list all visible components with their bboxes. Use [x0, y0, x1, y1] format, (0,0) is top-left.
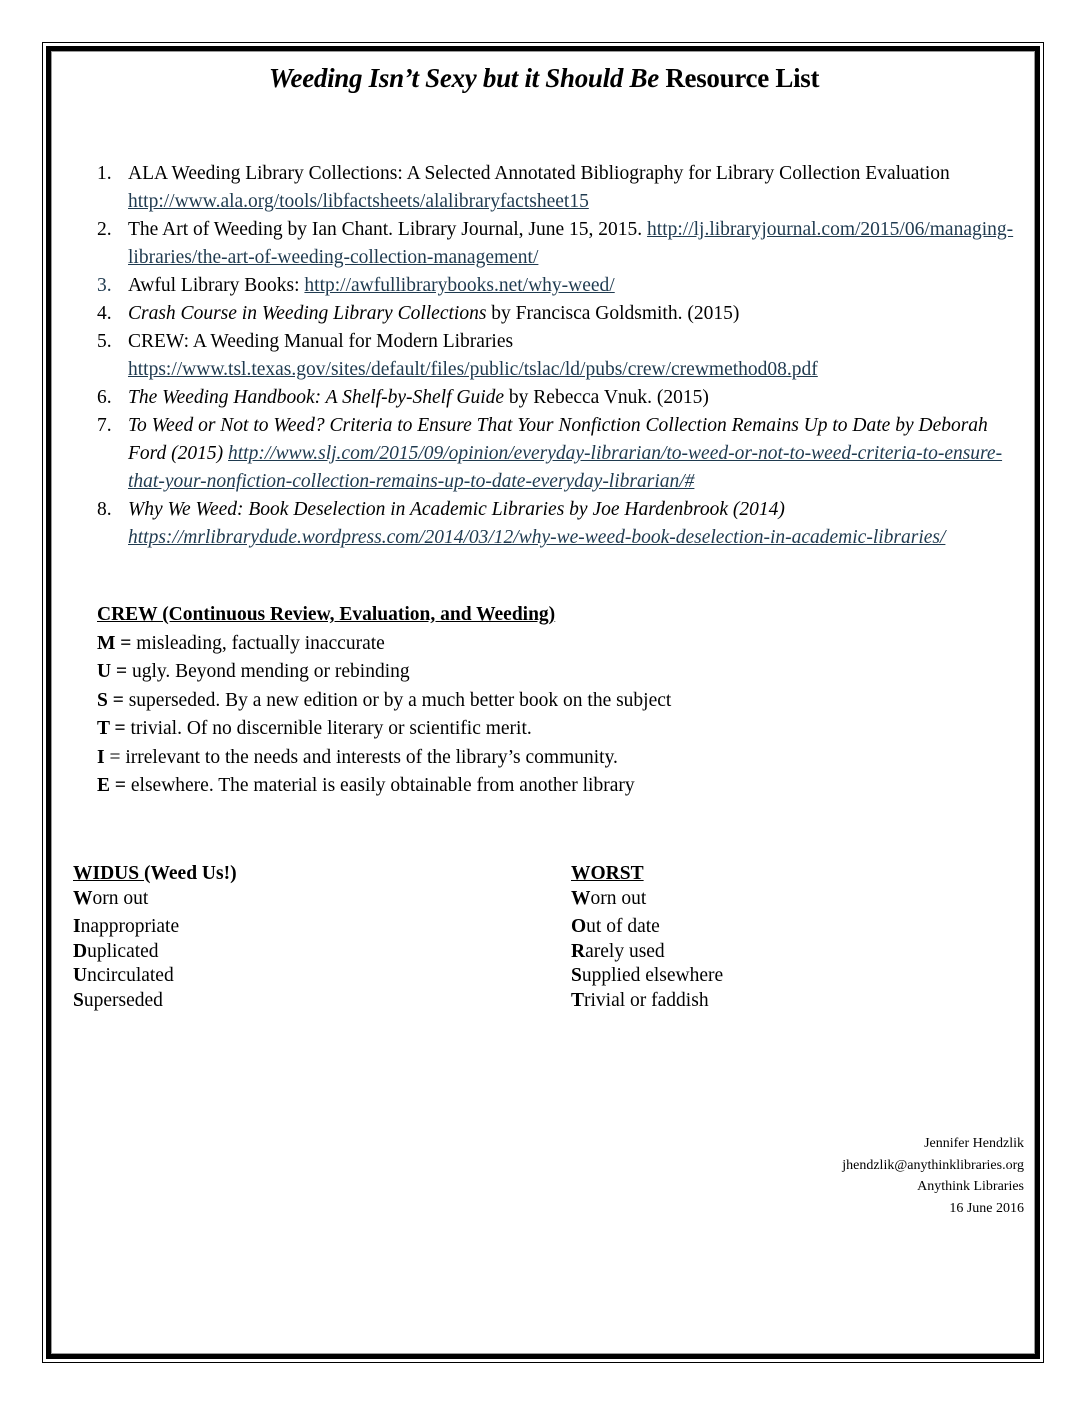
resource-title: Why We Weed: Book Deselection in Academic Libraries by Joe Hardenbrook (2014): [128, 499, 785, 520]
resource-title: To Weed or Not to Weed? Criteria to Ensure That Your Nonfiction Collection Remains Up to Date by Deborah Ford (2015): [128, 415, 988, 464]
worst-initial: O: [571, 916, 587, 937]
item-number: 7.: [97, 415, 112, 436]
widus-rest: ncirculated: [87, 965, 174, 986]
worst-rest: upplied elsewhere: [581, 965, 724, 986]
widus-initial: U: [73, 965, 88, 986]
worst-item: [571, 887, 723, 912]
widus-section: [73, 862, 237, 1013]
resource-item-1: [97, 160, 1037, 216]
crew-row-i: [97, 744, 797, 773]
resource-link-mrlibrarydude[interactable]: https://mrlibrarydude.wordpress.com/2014/03/12/why-we-weed-book-deselection-in-academic-libraries/: [128, 527, 946, 548]
item-number: 1.: [97, 163, 112, 184]
crew-row-t: [97, 715, 797, 744]
worst-initial: T: [571, 989, 585, 1011]
worst-rest: orn out: [590, 887, 647, 909]
resource-list: [97, 160, 1037, 552]
item-number: 2.: [97, 219, 112, 240]
resource-author: by Francisca Goldsmith. (2015): [486, 303, 740, 324]
resource-item-7: [97, 412, 1037, 496]
resource-link-awful-library-books[interactable]: http://awfullibrarybooks.net/why-weed/: [304, 275, 615, 296]
resource-link-ala[interactable]: http://www.ala.org/tools/libfactsheets/alalibraryfactsheet15: [128, 191, 589, 212]
resource-item-6: [97, 384, 1037, 412]
resource-title: Crash Course in Weeding Library Collections: [128, 303, 487, 324]
crew-row-u: [97, 658, 797, 687]
crew-heading: CREW (Continuous Review, Evaluation, and Weeding): [97, 604, 556, 625]
resource-item-4: [97, 300, 1037, 328]
crew-letter: S =: [97, 689, 124, 711]
worst-item: [571, 964, 723, 989]
widus-heading-expansion: (Weed Us!): [143, 863, 237, 884]
crew-definition: = irrelevant to the needs and interests of the library’s community.: [104, 746, 618, 768]
worst-rest: rivial or faddish: [584, 989, 709, 1011]
widus-heading: [73, 862, 237, 887]
widus-initial: W: [73, 887, 93, 909]
title-plain-part: Resource List: [658, 63, 820, 93]
resource-item-3: [97, 272, 1037, 300]
worst-initial: S: [571, 965, 582, 986]
widus-rest: uperseded: [83, 989, 163, 1011]
document-title: [0, 63, 1088, 94]
worst-rest: arely used: [585, 940, 665, 962]
worst-rest: ut of date: [586, 916, 660, 937]
crew-definition: elsewhere. The material is easily obtainable from another library: [126, 775, 635, 796]
worst-heading-acronym: WORST: [571, 863, 644, 884]
crew-definition: ugly. Beyond mending or rebinding: [127, 661, 410, 682]
widus-item: [73, 940, 237, 965]
crew-letter: M =: [97, 632, 132, 654]
widus-initial: D: [73, 940, 88, 962]
widus-initial: S: [73, 989, 84, 1011]
worst-item: [571, 915, 723, 940]
worst-section: [571, 862, 723, 1013]
worst-item: [571, 989, 723, 1014]
crew-row-s: [97, 687, 797, 716]
worst-initial: W: [571, 887, 591, 909]
resource-title: The Art of Weeding by Ian Chant. Library Journal, June 15, 2015.: [128, 219, 648, 240]
resource-item-5: [97, 328, 1037, 384]
resource-item-8: [97, 496, 1037, 552]
widus-heading-acronym: WIDUS: [73, 863, 144, 884]
crew-letter: I: [97, 746, 105, 768]
crew-section: [97, 601, 797, 801]
signature-block: [842, 1133, 1024, 1219]
resource-item-2: [97, 216, 1037, 272]
item-number: 6.: [97, 387, 112, 408]
item-number: 3.: [97, 275, 112, 296]
item-number: 5.: [97, 331, 112, 352]
crew-row-e: [97, 772, 797, 801]
resource-link-library-journal[interactable]: http://lj.libraryjournal.com/2015/06/managing-libraries/the-art-of-weeding-collection-management/: [128, 219, 1014, 268]
resource-title: Awful Library Books:: [128, 275, 305, 296]
crew-row-m: [97, 630, 797, 659]
worst-initial: R: [571, 940, 586, 962]
crew-letter: E =: [97, 775, 126, 796]
item-number: 4.: [97, 303, 112, 324]
resource-link-crew-manual[interactable]: https://www.tsl.texas.gov/sites/default/files/public/tslac/ld/pubs/crew/crewmethod08.pdf: [128, 359, 818, 380]
worst-item: [571, 940, 723, 965]
crew-letter: T =: [97, 718, 126, 739]
title-italic-part: Weeding Isn’t Sexy but it Should Be: [268, 63, 659, 93]
resource-author: by Rebecca Vnuk. (2015): [504, 387, 709, 408]
resource-title: ALA Weeding Library Collections: A Selected Annotated Bibliography for Library Collection Evaluation: [128, 163, 950, 184]
resource-link-slj[interactable]: http://www.slj.com/2015/09/opinion/everyday-librarian/to-weed-or-not-to-weed-criteria-to-ensure-that-your-nonfiction-collection-remains-up-to-date-everyday-librarian/#: [128, 443, 1003, 492]
widus-item: [73, 887, 237, 912]
widus-item: [73, 964, 237, 989]
author-name: Jennifer Hendzlik: [924, 1136, 1024, 1151]
resource-title: CREW: A Weeding Manual for Modern Libraries: [128, 331, 514, 352]
author-email: jhendzlik@anythinklibraries.org: [842, 1157, 1024, 1173]
crew-letter: U =: [97, 661, 128, 682]
crew-definition: misleading, factually inaccurate: [131, 632, 385, 654]
widus-rest: nappropriate: [80, 916, 180, 937]
widus-item: [73, 989, 237, 1014]
crew-definition: trivial. Of no discernible literary or scientific merit.: [125, 718, 532, 739]
document-date: 16 June 2016: [949, 1200, 1024, 1216]
widus-rest: uplicated: [87, 940, 159, 962]
widus-initial: I: [73, 916, 81, 937]
worst-heading: [571, 862, 723, 887]
item-number: 8.: [97, 499, 112, 520]
widus-rest: orn out: [92, 887, 149, 909]
widus-item: [73, 915, 237, 940]
author-organization: Anythink Libraries: [917, 1179, 1024, 1194]
resource-title: The Weeding Handbook: A Shelf-by-Shelf Guide: [128, 387, 505, 408]
crew-definition: superseded. By a new edition or by a much better book on the subject: [123, 689, 672, 711]
